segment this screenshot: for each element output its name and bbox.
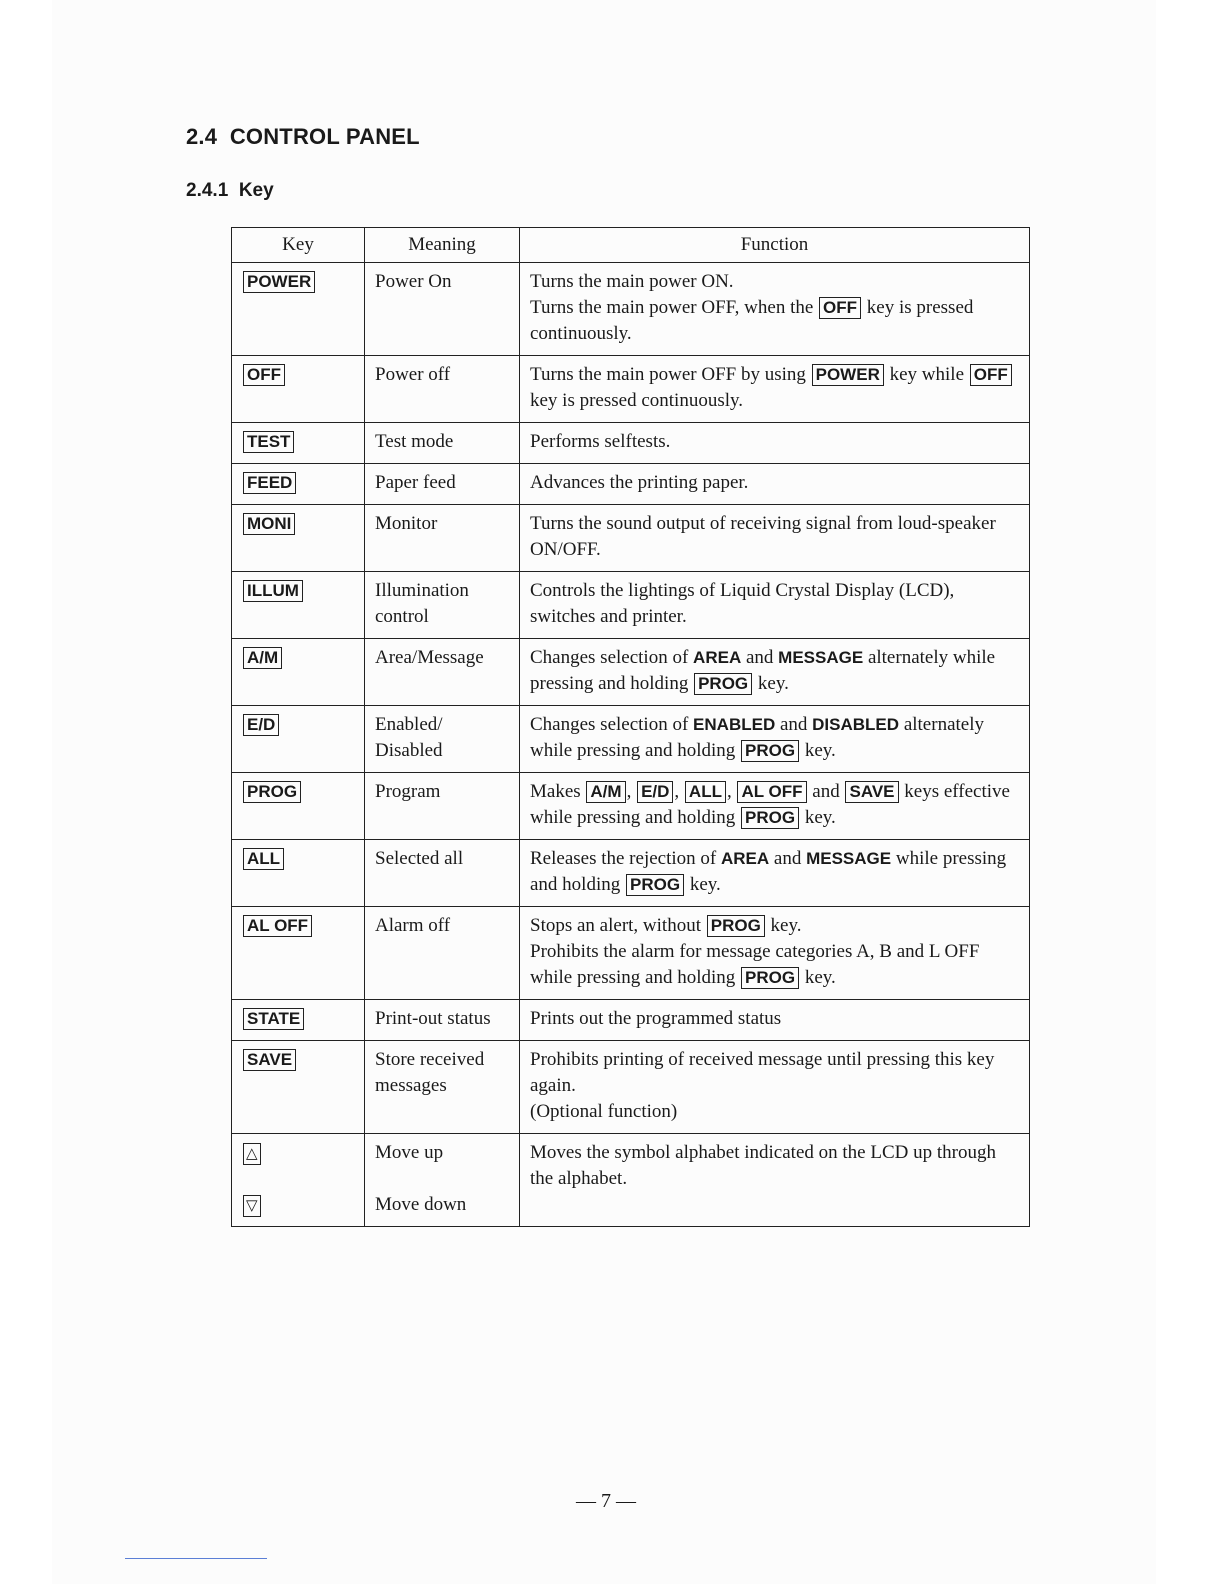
- keycap-illum: ILLUM: [243, 580, 303, 602]
- key-table-body: [232, 263, 1030, 1134]
- header-function: Function: [520, 228, 1030, 263]
- function-text: Turns the main power OFF, when the: [530, 297, 819, 318]
- inline-keycap: PROG: [626, 874, 684, 896]
- meaning-cell: Paper feed: [365, 464, 520, 505]
- key-cell: [232, 572, 365, 639]
- keyword: DISABLED: [812, 715, 900, 734]
- function-cell: [520, 356, 1030, 423]
- header-meaning: Meaning: [365, 228, 520, 263]
- function-text: alternately while pressing and holding: [530, 714, 984, 761]
- table-row-feed: [232, 464, 1030, 505]
- function-cell: [520, 773, 1030, 840]
- function-text: alternately while pressing and holding: [530, 647, 996, 694]
- meaning-cell: Test mode: [365, 423, 520, 464]
- inline-keycap: A/M: [586, 781, 625, 803]
- function-cell: [520, 423, 1030, 464]
- keycap-a-m: A/M: [243, 647, 282, 669]
- function-text: and: [741, 647, 779, 668]
- key-cell: [232, 773, 365, 840]
- subsection-number: 2.4.1: [186, 180, 229, 201]
- keycap-feed: FEED: [243, 472, 296, 494]
- key-cell: [232, 505, 365, 572]
- inline-keycap: AL OFF: [737, 781, 806, 803]
- footer-rule: [125, 1558, 267, 1559]
- function-text: Prohibits printing of received message until pressing this key again.: [530, 1049, 995, 1096]
- function-text: ,: [726, 781, 737, 802]
- table-row-power: [232, 263, 1030, 356]
- function-text: (Optional function): [530, 1101, 678, 1122]
- function-text: key.: [800, 967, 836, 988]
- function-text: key.: [800, 807, 836, 828]
- function-text: key.: [765, 915, 802, 936]
- function-text: ,: [674, 781, 684, 802]
- function-cell: [520, 263, 1030, 356]
- function-text: and: [769, 848, 807, 869]
- meaning-cell: Illumination control: [365, 572, 520, 639]
- header-key: Key: [232, 228, 365, 263]
- function-text: key is pressed continuously.: [530, 390, 744, 411]
- key-cell: [232, 907, 365, 1000]
- key-cell: [232, 639, 365, 706]
- inline-keycap: PROG: [741, 967, 799, 989]
- table-row-a-m: [232, 639, 1030, 706]
- function-cell: [520, 907, 1030, 1000]
- inline-keycap: PROG: [741, 807, 799, 829]
- table-header-row: [232, 228, 1030, 263]
- key-cell: [232, 464, 365, 505]
- table-row-prog: [232, 773, 1030, 840]
- meaning-cell: Selected all: [365, 840, 520, 907]
- meaning-cell: Power off: [365, 356, 520, 423]
- inline-keycap: PROG: [694, 673, 752, 695]
- function-text: Stops an alert, without: [530, 915, 706, 936]
- function-cell: [520, 706, 1030, 773]
- key-cell: [232, 423, 365, 464]
- meaning-cell: Print-out status: [365, 1000, 520, 1041]
- table-row-save: [232, 1041, 1030, 1134]
- table-row-off: [232, 356, 1030, 423]
- meaning-cell-arrows: [365, 1134, 520, 1227]
- key-table: [231, 227, 1030, 1227]
- table-row-al-off: [232, 907, 1030, 1000]
- table-row-arrows: [232, 1134, 1030, 1227]
- inline-keycap: ALL: [685, 781, 726, 803]
- function-text: Performs selftests.: [530, 431, 671, 452]
- inline-keycap: SAVE: [845, 781, 898, 803]
- meaning-cell: Power On: [365, 263, 520, 356]
- function-text: Controls the lightings of Liquid Crystal Display (LCD), switches and printer.: [530, 580, 955, 627]
- keycap-moni: MONI: [243, 513, 295, 535]
- function-cell: [520, 639, 1030, 706]
- keycap-save: SAVE: [243, 1049, 296, 1071]
- keyword: AREA: [693, 648, 742, 667]
- function-text: Prints out the programmed status: [530, 1008, 782, 1029]
- function-text: Releases the rejection of: [530, 848, 721, 869]
- keycap-power: POWER: [243, 271, 315, 293]
- inline-keycap: PROG: [741, 740, 799, 762]
- keycap-all: ALL: [243, 848, 284, 870]
- table-row-all: [232, 840, 1030, 907]
- function-text: key is pressed continuously.: [530, 297, 974, 344]
- move-down-meaning: Move down: [375, 1194, 467, 1215]
- function-text: Prohibits the alarm for message categories A, B and L OFF while pressing and holding: [530, 941, 980, 988]
- meaning-cell: Program: [365, 773, 520, 840]
- function-text: ,: [626, 781, 637, 802]
- page-number: — 7 —: [576, 1490, 636, 1512]
- meaning-cell: Enabled/ Disabled: [365, 706, 520, 773]
- subsection-title-text: Key: [238, 180, 274, 201]
- function-text: key.: [685, 874, 721, 895]
- function-text: Turns the main power ON.: [530, 271, 734, 292]
- function-cell: [520, 572, 1030, 639]
- table-row-state: [232, 1000, 1030, 1041]
- keycap-e-d: E/D: [243, 714, 279, 736]
- move-up-meaning: Move up: [375, 1142, 444, 1163]
- key-cell: [232, 1041, 365, 1134]
- inline-keycap: POWER: [812, 364, 884, 386]
- key-cell-arrows: [232, 1134, 365, 1227]
- keyword: MESSAGE: [778, 648, 864, 667]
- function-cell: [520, 840, 1030, 907]
- subsection-heading: [186, 180, 274, 202]
- meaning-cell: Store received messages: [365, 1041, 520, 1134]
- function-text: key while: [884, 364, 969, 385]
- key-cell: [232, 356, 365, 423]
- inline-keycap: OFF: [819, 297, 861, 319]
- function-cell: [520, 464, 1030, 505]
- keycap-state: STATE: [243, 1008, 304, 1030]
- move-down-key: ▽: [243, 1195, 261, 1217]
- key-cell: [232, 840, 365, 907]
- meaning-cell: Monitor: [365, 505, 520, 572]
- inline-keycap: PROG: [707, 915, 765, 937]
- table-row-moni: [232, 505, 1030, 572]
- function-text: while pressing and holding: [530, 848, 1007, 895]
- function-text: Turns the main power OFF by using: [530, 364, 811, 385]
- move-up-key: △: [243, 1143, 261, 1165]
- function-text: Changes selection of: [530, 714, 694, 735]
- keyword: ENABLED: [693, 715, 776, 734]
- section-heading: [186, 124, 420, 150]
- function-text: key.: [753, 673, 789, 694]
- table-row-illum: [232, 572, 1030, 639]
- key-cell: [232, 263, 365, 356]
- keycap-al-off: AL OFF: [243, 915, 312, 937]
- meaning-cell: Alarm off: [365, 907, 520, 1000]
- key-cell: [232, 706, 365, 773]
- function-cell: [520, 1041, 1030, 1134]
- function-text: key.: [800, 740, 836, 761]
- function-text: keys effective while pressing and holding: [530, 781, 1010, 828]
- keycap-test: TEST: [243, 431, 294, 453]
- function-text: and: [807, 781, 845, 802]
- function-cell: [520, 505, 1030, 572]
- function-text: Advances the printing paper.: [530, 472, 749, 493]
- function-cell-arrows: Moves the symbol alphabet indicated on the LCD up through the alphabet.: [520, 1134, 1030, 1227]
- table-row-e-d: [232, 706, 1030, 773]
- keyword: AREA: [720, 849, 770, 868]
- section-title-text: CONTROL PANEL: [229, 124, 420, 149]
- inline-keycap: E/D: [637, 781, 673, 803]
- inline-keycap: OFF: [970, 364, 1012, 386]
- section-number: 2.4: [186, 124, 218, 149]
- keycap-off: OFF: [243, 364, 285, 386]
- keycap-prog: PROG: [243, 781, 301, 803]
- table-row-test: [232, 423, 1030, 464]
- function-cell: [520, 1000, 1030, 1041]
- function-text: Changes selection of: [530, 647, 694, 668]
- function-text: Turns the sound output of receiving signal from loud-speaker ON/OFF.: [530, 513, 996, 560]
- keyword: MESSAGE: [806, 849, 892, 868]
- function-text: and: [775, 714, 813, 735]
- function-text: Makes: [530, 781, 586, 802]
- key-cell: [232, 1000, 365, 1041]
- meaning-cell: Area/Message: [365, 639, 520, 706]
